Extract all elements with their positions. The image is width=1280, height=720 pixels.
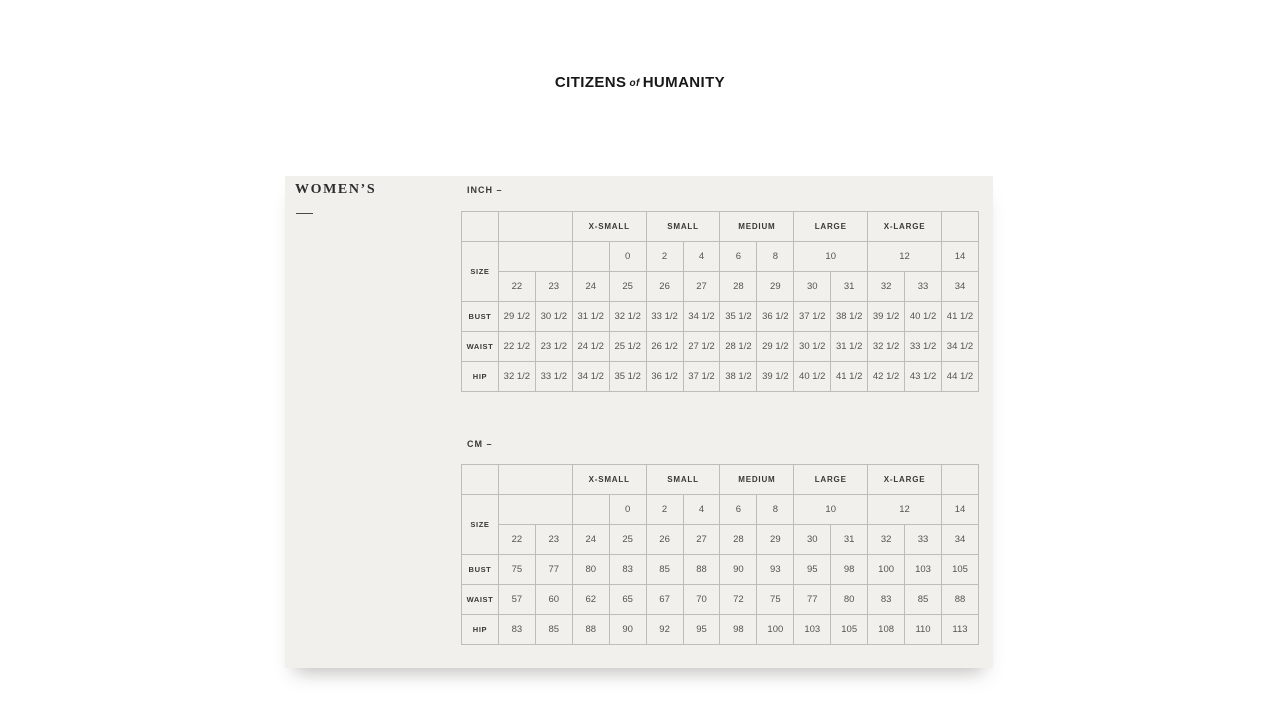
measure-label-cell: BUST [462,302,499,332]
category-column [295,182,376,214]
even-size-cell: 12 [868,242,942,272]
measure-value-cell: 23 1/2 [535,332,572,362]
measure-value-cell: 37 1/2 [794,302,831,332]
measure-value-cell: 103 [905,555,942,585]
blank-cell [498,495,572,525]
measure-value-cell: 36 1/2 [757,302,794,332]
size-name-cell: MEDIUM [720,212,794,242]
size-name-cell: X-SMALL [572,212,646,242]
measure-value-cell: 67 [646,585,683,615]
measure-value-cell: 103 [794,615,831,645]
measure-value-cell: 98 [831,555,868,585]
measure-value-cell: 42 1/2 [868,362,905,392]
denim-size-cell: 31 [831,272,868,302]
measure-value-cell: 85 [646,555,683,585]
size-name-cell: LARGE [794,212,868,242]
measure-value-cell: 98 [720,615,757,645]
measure-value-cell: 37 1/2 [683,362,720,392]
denim-size-cell: 32 [868,525,905,555]
measure-label-cell: WAIST [462,332,499,362]
denim-size-cell: 31 [831,525,868,555]
measure-value-cell: 43 1/2 [905,362,942,392]
denim-size-cell: 24 [572,525,609,555]
measure-value-cell: 72 [720,585,757,615]
measure-value-cell: 31 1/2 [831,332,868,362]
blank-cell [941,465,978,495]
even-size-cell: 14 [941,242,978,272]
blank-cell [941,212,978,242]
even-size-cell: 0 [609,242,646,272]
measure-value-cell: 22 1/2 [498,332,535,362]
even-size-cell: 8 [757,242,794,272]
measure-value-cell: 44 1/2 [941,362,978,392]
measure-value-cell: 31 1/2 [572,302,609,332]
denim-size-cell: 30 [794,525,831,555]
even-size-cell: 10 [794,242,868,272]
corner-cell [462,212,499,242]
denim-size-cell: 27 [683,525,720,555]
denim-size-cell: 28 [720,525,757,555]
size-name-cell: SMALL [646,465,720,495]
denim-size-cell: 34 [941,272,978,302]
measure-value-cell: 25 1/2 [609,332,646,362]
measure-value-cell: 92 [646,615,683,645]
inch-section-label: INCH – [467,185,503,195]
measure-value-cell: 83 [609,555,646,585]
even-size-cell: 6 [720,242,757,272]
measure-value-cell: 40 1/2 [794,362,831,392]
measure-value-cell: 75 [498,555,535,585]
blank-cell [572,242,609,272]
measure-value-cell: 83 [868,585,905,615]
measure-value-cell: 38 1/2 [831,302,868,332]
inch-size-table [461,211,979,392]
denim-size-cell: 22 [498,272,535,302]
measure-value-cell: 88 [941,585,978,615]
denim-size-cell: 24 [572,272,609,302]
measure-value-cell: 26 1/2 [646,332,683,362]
even-size-cell: 8 [757,495,794,525]
measure-value-cell: 80 [831,585,868,615]
measure-value-cell: 38 1/2 [720,362,757,392]
denim-size-cell: 34 [941,525,978,555]
measure-value-cell: 41 1/2 [831,362,868,392]
denim-size-cell: 22 [498,525,535,555]
category-title: WOMEN’S [295,182,377,197]
brand-logo [0,74,1280,92]
even-size-cell: 4 [683,242,720,272]
measure-label-cell: WAIST [462,585,499,615]
measure-value-cell: 100 [757,615,794,645]
size-name-cell: X-LARGE [868,212,942,242]
measure-value-cell: 39 1/2 [757,362,794,392]
measure-value-cell: 90 [720,555,757,585]
measure-value-cell: 110 [905,615,942,645]
measure-value-cell: 77 [535,555,572,585]
measure-value-cell: 88 [572,615,609,645]
category-underline [296,213,313,214]
even-size-cell: 2 [646,495,683,525]
measure-value-cell: 34 1/2 [572,362,609,392]
even-size-cell: 2 [646,242,683,272]
denim-size-cell: 32 [868,272,905,302]
size-name-cell: SMALL [646,212,720,242]
cm-size-table [461,464,979,645]
measure-value-cell: 39 1/2 [868,302,905,332]
brand-word-humanity: HUMANITY [642,74,726,91]
denim-size-cell: 26 [646,272,683,302]
measure-value-cell: 33 1/2 [535,362,572,392]
denim-size-cell: 33 [905,525,942,555]
even-size-cell: 4 [683,495,720,525]
brand-word-of: of [629,78,640,89]
blank-cell [572,495,609,525]
measure-value-cell: 29 1/2 [498,302,535,332]
measure-value-cell: 28 1/2 [720,332,757,362]
even-size-cell: 12 [868,495,942,525]
measure-value-cell: 33 1/2 [905,332,942,362]
measure-value-cell: 80 [572,555,609,585]
denim-size-cell: 25 [609,525,646,555]
measure-value-cell: 85 [905,585,942,615]
measure-value-cell: 105 [941,555,978,585]
measure-value-cell: 30 1/2 [535,302,572,332]
measure-value-cell: 60 [535,585,572,615]
even-size-cell: 6 [720,495,757,525]
blank-cell [498,212,572,242]
measure-value-cell: 34 1/2 [941,332,978,362]
measure-value-cell: 95 [794,555,831,585]
measure-value-cell: 27 1/2 [683,332,720,362]
measure-value-cell: 85 [535,615,572,645]
measure-value-cell: 32 1/2 [868,332,905,362]
brand-word-citizens: CITIZENS [554,74,627,91]
measure-value-cell: 36 1/2 [646,362,683,392]
measure-value-cell: 24 1/2 [572,332,609,362]
measure-value-cell: 93 [757,555,794,585]
denim-size-cell: 26 [646,525,683,555]
size-name-cell: MEDIUM [720,465,794,495]
measure-value-cell: 40 1/2 [905,302,942,332]
cm-section-label: CM – [467,439,493,449]
size-name-cell: X-LARGE [868,465,942,495]
denim-size-cell: 25 [609,272,646,302]
denim-size-cell: 28 [720,272,757,302]
measure-value-cell: 29 1/2 [757,332,794,362]
measure-value-cell: 105 [831,615,868,645]
size-label-cell: SIZE [462,495,499,555]
measure-value-cell: 32 1/2 [498,362,535,392]
measure-value-cell: 62 [572,585,609,615]
measure-value-cell: 30 1/2 [794,332,831,362]
measure-value-cell: 32 1/2 [609,302,646,332]
measure-value-cell: 77 [794,585,831,615]
measure-value-cell: 75 [757,585,794,615]
denim-size-cell: 29 [757,272,794,302]
measure-value-cell: 34 1/2 [683,302,720,332]
size-name-cell: LARGE [794,465,868,495]
blank-cell [498,242,572,272]
corner-cell [462,465,499,495]
measure-value-cell: 41 1/2 [941,302,978,332]
measure-value-cell: 95 [683,615,720,645]
measure-label-cell: HIP [462,615,499,645]
even-size-cell: 10 [794,495,868,525]
measure-value-cell: 35 1/2 [609,362,646,392]
denim-size-cell: 23 [535,272,572,302]
denim-size-cell: 29 [757,525,794,555]
size-name-cell: X-SMALL [572,465,646,495]
measure-value-cell: 35 1/2 [720,302,757,332]
measure-value-cell: 83 [498,615,535,645]
denim-size-cell: 27 [683,272,720,302]
measure-value-cell: 57 [498,585,535,615]
denim-size-cell: 23 [535,525,572,555]
measure-value-cell: 108 [868,615,905,645]
measure-label-cell: HIP [462,362,499,392]
denim-size-cell: 33 [905,272,942,302]
measure-value-cell: 100 [868,555,905,585]
measure-value-cell: 90 [609,615,646,645]
even-size-cell: 0 [609,495,646,525]
measure-value-cell: 70 [683,585,720,615]
measure-value-cell: 65 [609,585,646,615]
measure-value-cell: 33 1/2 [646,302,683,332]
even-size-cell: 14 [941,495,978,525]
measure-value-cell: 88 [683,555,720,585]
measure-label-cell: BUST [462,555,499,585]
size-chart-panel [285,176,993,668]
size-label-cell: SIZE [462,242,499,302]
blank-cell [498,465,572,495]
measure-value-cell: 113 [941,615,978,645]
denim-size-cell: 30 [794,272,831,302]
size-chart-content [461,176,981,645]
